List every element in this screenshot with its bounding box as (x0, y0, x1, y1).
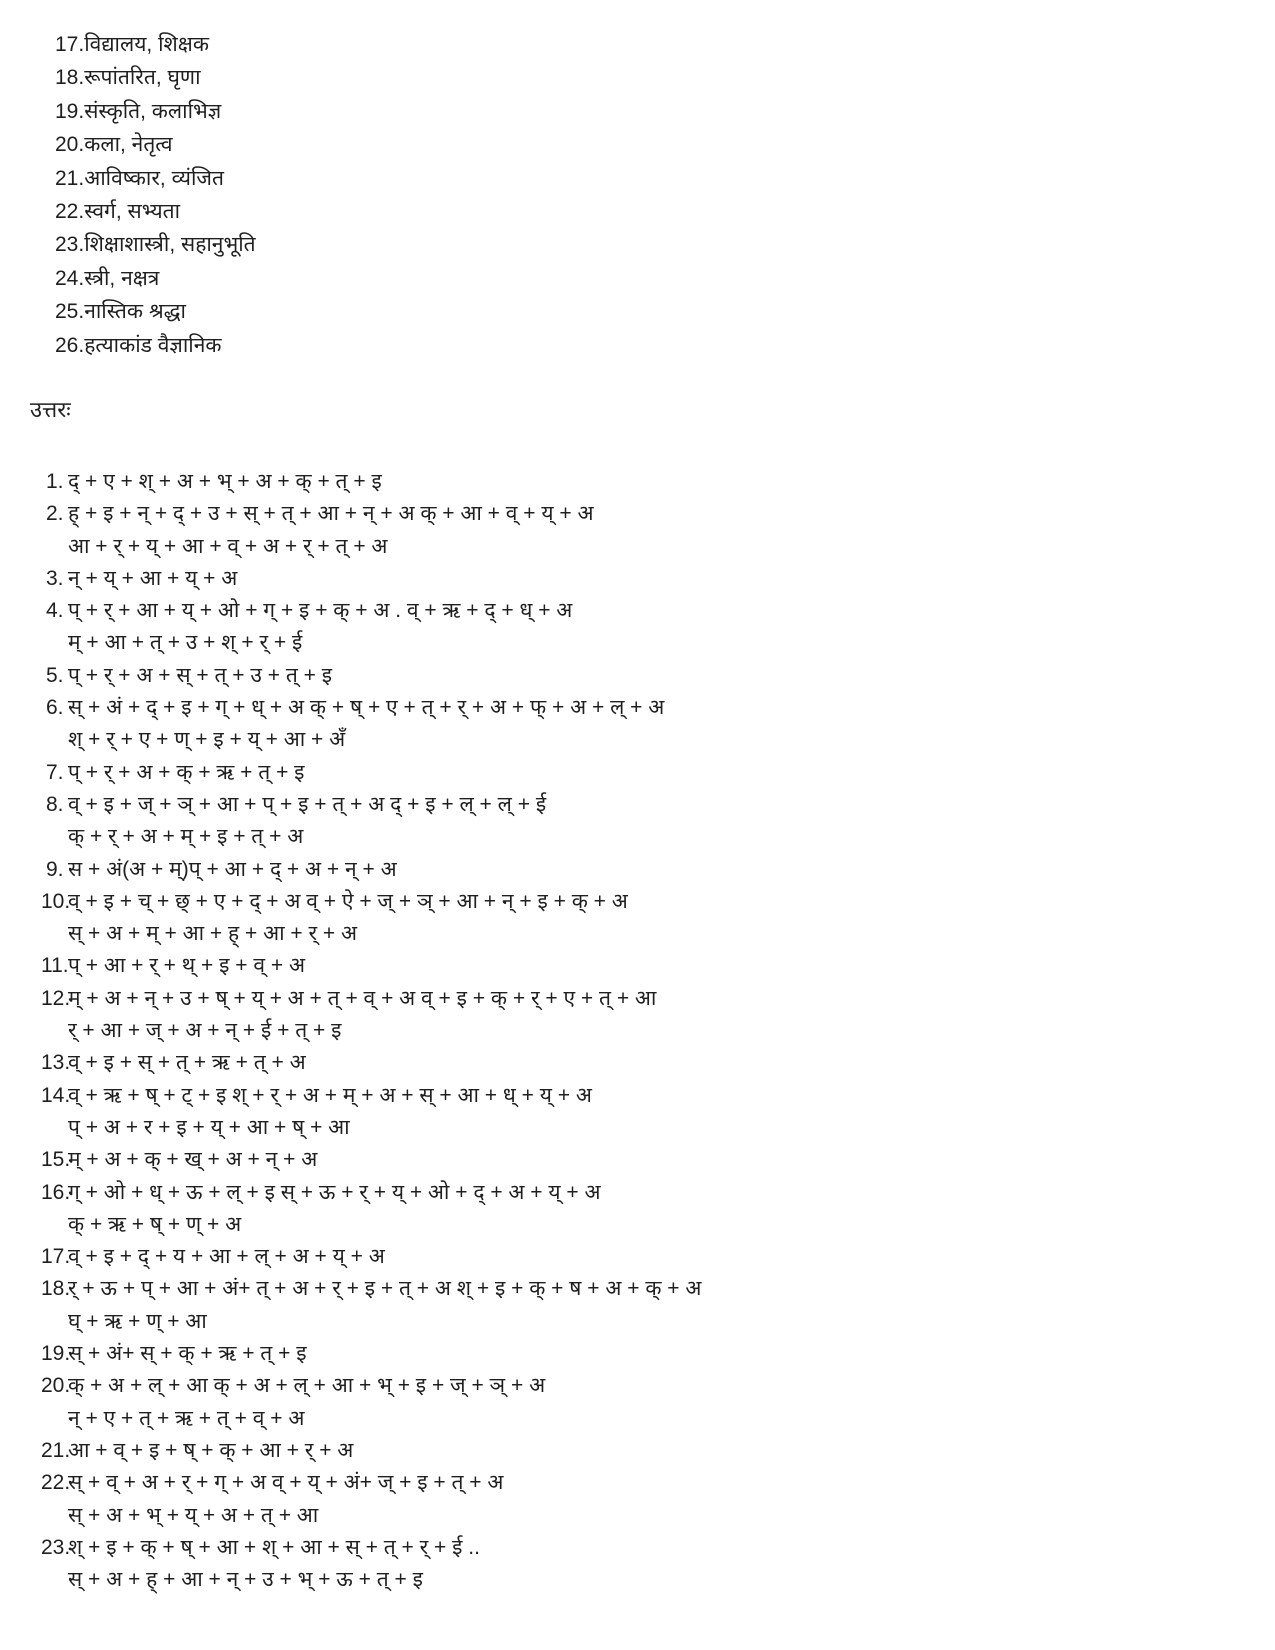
word-pair-text: विद्यालय, शिक्षक (84, 33, 209, 56)
answer-item-number: 2. (46, 502, 64, 526)
answer-line-continued (41, 1112, 701, 1144)
answer-line-continued (41, 918, 701, 950)
word-list-item (55, 329, 256, 362)
answer-line-continued (41, 1500, 701, 1532)
answer-text: ग् + ओ + ध् + ऊ + ल् + इ स् + ऊ + र् + य् + ओ + द् + अ + य् + अ (68, 1180, 601, 1204)
answer-text: ह् + इ + न् + द् + उ + स् + त् + आ + न् + अ क् + आ + व् + य् + अ (68, 502, 594, 526)
answer-item-number: 18. (41, 1277, 71, 1301)
word-item-number: 19. (55, 99, 85, 123)
word-pair-text: स्वर्ग, सभ्यता (84, 200, 181, 224)
answer-item-number: 11. (41, 954, 69, 978)
word-list-item (55, 61, 256, 94)
answer-item-number: 8. (46, 792, 64, 816)
answer-text: घ् + ऋ + ण् + आ (68, 1309, 207, 1333)
word-item-number: 23. (55, 233, 85, 257)
word-item-number: 26. (55, 333, 85, 357)
answer-line-continued (41, 821, 701, 853)
word-pair-text: शिक्षाशास्त्री, सहानुभूति (84, 233, 256, 257)
answer-text: व् + इ + च् + छ् + ए + द् + अ व् + ऐ + ज् + ञ् + आ + न् + इ + क् + अ (68, 889, 628, 913)
answer-text: प् + र् + आ + य् + ओ + ग् + इ + क् + अ . व् + ऋ + द् + ध् + अ (68, 599, 573, 623)
word-item-number: 25. (55, 300, 85, 324)
word-item-number: 24. (55, 266, 85, 290)
answers-list (41, 466, 701, 1596)
answer-text: प् + आ + र् + थ् + इ + व् + अ (68, 954, 306, 978)
answer-item-number: 17. (41, 1245, 71, 1269)
answer-line (41, 1241, 701, 1273)
answer-line (41, 1370, 701, 1402)
answer-line (41, 1435, 701, 1467)
answer-text: व् + ऋ + ष् + ट् + इ श् + र् + अ + म् + अ + स् + आ + ध् + य् + अ (68, 1083, 592, 1107)
word-item-number: 18. (55, 66, 85, 90)
answer-item-number: 4. (46, 599, 64, 623)
word-list (55, 28, 256, 362)
answer-text: क् + र् + अ + म् + इ + त् + अ (68, 825, 304, 849)
answer-item-number: 19. (41, 1342, 71, 1366)
answer-line (41, 1532, 701, 1564)
answer-text: स् + व् + अ + र् + ग् + अ व् + य् + अं+ ज् + इ + त् + अ (68, 1471, 504, 1495)
word-pair-text: रूपांतरित, घृणा (84, 66, 201, 90)
answer-text: न् + ए + त् + ऋ + त् + व् + अ (68, 1406, 305, 1430)
answer-text: स् + अं + द् + इ + ग् + ध् + अ क् + ष् + ए + त् + र् + अ + फ् + अ + ल् + अ (68, 696, 665, 720)
answer-line-continued (41, 1564, 701, 1596)
answer-line (41, 1047, 701, 1079)
answer-item-number: 3. (46, 566, 64, 590)
answer-text: म् + आ + त् + उ + श् + र् + ई (68, 631, 303, 655)
word-pair-text: स्त्री, नक्षत्र (84, 266, 160, 290)
answer-line (41, 886, 701, 918)
answer-item-number: 7. (46, 760, 64, 784)
word-pair-text: हत्याकांड वैज्ञानिक (84, 333, 222, 357)
answer-item-number: 21. (41, 1438, 71, 1462)
word-list-item (55, 28, 256, 61)
answer-line (41, 692, 701, 724)
answer-item-number: 1. (46, 470, 64, 493)
answer-item-number: 23. (41, 1535, 71, 1559)
answer-line-continued (41, 724, 701, 756)
answer-line (41, 1467, 701, 1499)
word-pair-text: संस्कृति, कलाभिज्ञ (84, 99, 222, 123)
answer-line (41, 1144, 701, 1176)
answer-line-continued (41, 1015, 701, 1047)
answer-text: र् + आ + ज् + अ + न् + ई + त् + इ (68, 1019, 342, 1043)
answer-text: क् + अ + ल् + आ क् + अ + ल् + आ + भ् + इ + ज् + ञ् + अ (68, 1374, 546, 1398)
answer-text: स् + अं+ स् + क् + ऋ + त् + इ (68, 1342, 307, 1366)
answer-line (41, 789, 701, 821)
answer-line-continued (41, 1306, 701, 1338)
answer-text: श् + इ + क् + ष् + आ + श् + आ + स् + त् + र् + ई .. (68, 1535, 480, 1559)
answer-item-number: 13. (41, 1051, 71, 1075)
answer-text: न् + य् + आ + य् + अ (68, 566, 238, 590)
word-item-number: 20. (55, 133, 85, 157)
word-item-number: 21. (55, 166, 85, 190)
answer-text: व् + इ + स् + त् + ऋ + त् + अ (68, 1051, 306, 1075)
word-list-item (55, 195, 256, 228)
word-list-item (55, 295, 256, 328)
answer-line (41, 466, 701, 498)
answer-line (41, 1177, 701, 1209)
answer-text: स् + अ + म् + आ + ह् + आ + र् + अ (68, 922, 358, 946)
answer-item-number: 6. (46, 696, 64, 720)
answer-line (41, 983, 701, 1015)
answer-item-number: 15. (41, 1148, 71, 1172)
answer-text: व् + इ + द् + य + आ + ल् + अ + य् + अ (68, 1245, 385, 1269)
answer-text: स् + अ + भ् + य् + अ + त् + आ (68, 1503, 319, 1527)
answer-text: व् + इ + ज् + ञ् + आ + प् + इ + त् + अ द् + इ + ल् + ल् + ई (68, 792, 547, 816)
answer-line-continued (41, 531, 701, 563)
word-item-number: 22. (55, 200, 85, 224)
answer-text: र् + ऊ + प् + आ + अं+ त् + अ + र् + इ + त् + अ श् + इ + क् + ष + अ + क् + अ (68, 1277, 702, 1301)
answer-text: श् + र् + ए + ण् + इ + य् + आ + अँ (68, 728, 346, 752)
answer-line (41, 563, 701, 595)
word-pair-text: नास्तिक श्रद्धा (84, 300, 186, 324)
word-list-item (55, 162, 256, 195)
answer-text: प् + र् + अ + क् + ऋ + त् + इ (68, 760, 305, 784)
word-item-number: 17. (55, 33, 85, 56)
answer-text: स + अं(अ + म्)प् + आ + द् + अ + न् + अ (68, 857, 397, 881)
answer-line (41, 854, 701, 886)
word-pair-text: आविष्कार, व्यंजित (84, 166, 224, 190)
word-list-item (55, 95, 256, 128)
answer-text: स् + अ + ह् + आ + न् + उ + भ् + ऊ + त् + इ (68, 1568, 423, 1592)
answer-text: आ + र् + य् + आ + व् + अ + र् + त् + अ (68, 534, 388, 558)
answer-item-number: 16. (41, 1180, 71, 1204)
answer-text: प् + र् + अ + स् + त् + उ + त् + इ (68, 663, 333, 687)
answer-line-continued (41, 1209, 701, 1241)
answer-item-number: 20. (41, 1374, 71, 1398)
answer-text: द् + ए + श् + अ + भ् + अ + क् + त् + इ (68, 470, 382, 493)
answer-item-number: 9. (46, 857, 64, 881)
answer-line (41, 1080, 701, 1112)
answer-line (41, 595, 701, 627)
answer-item-number: 12. (41, 986, 71, 1010)
answer-line (41, 757, 701, 789)
answer-text: म् + अ + न् + उ + ष् + य् + अ + त् + व् + अ व् + इ + क् + र् + ए + त् + आ (68, 986, 657, 1010)
word-pair-text: कला, नेतृत्व (84, 133, 173, 157)
answer-item-number: 10. (41, 889, 71, 913)
answer-line-continued (41, 1403, 701, 1435)
answer-item-number: 22. (41, 1471, 71, 1495)
answer-text: क् + ऋ + ष् + ण् + अ (68, 1212, 242, 1236)
answer-line (41, 950, 701, 982)
word-list-item (55, 128, 256, 161)
answer-line (41, 1273, 701, 1305)
answer-line (41, 660, 701, 692)
answer-line-continued (41, 627, 701, 659)
answer-item-number: 5. (46, 663, 64, 687)
answers-heading: उत्तरः (30, 397, 71, 422)
answer-line (41, 498, 701, 530)
answer-item-number: 14. (41, 1083, 71, 1107)
word-list-item (55, 228, 256, 261)
answer-text: आ + व् + इ + ष् + क् + आ + र् + अ (68, 1438, 354, 1462)
answer-text: प् + अ + र + इ + य् + आ + ष् + आ (68, 1115, 350, 1139)
word-list-item (55, 262, 256, 295)
answer-text: म् + अ + क् + ख् + अ + न् + अ (68, 1148, 318, 1172)
answer-line (41, 1338, 701, 1370)
